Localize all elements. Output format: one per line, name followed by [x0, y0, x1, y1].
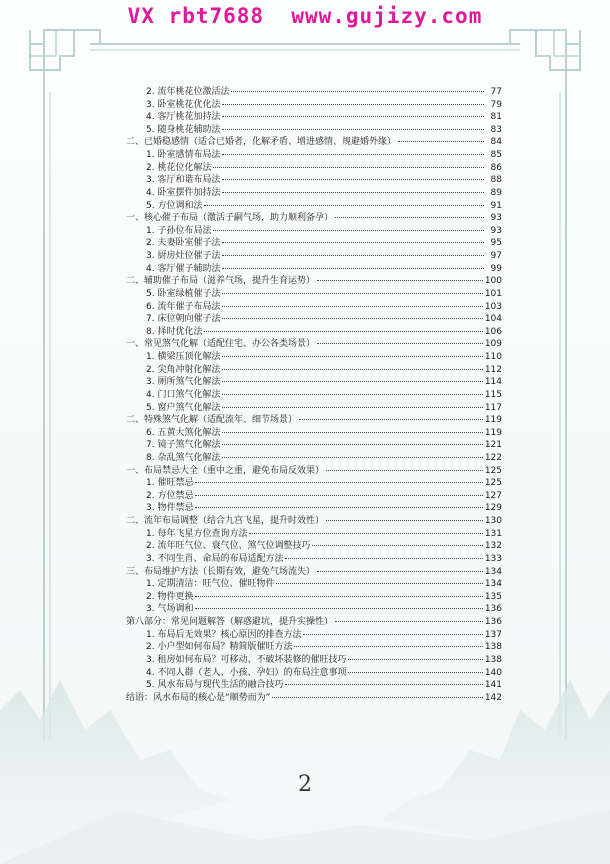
toc-entry-page: 114	[484, 377, 502, 388]
dot-leader	[285, 558, 482, 559]
toc-entry-page: 77	[490, 87, 502, 97]
toc-entry-page: 121	[484, 440, 502, 451]
dot-leader	[299, 419, 483, 420]
toc-entry-title: 8. 择时优化法	[146, 326, 203, 337]
toc-entry-title: 1. 子孙位布局法	[146, 225, 212, 236]
toc-entry-title: 一、布局禁忌大全（重中之重，避免布局反效果）	[126, 465, 325, 476]
toc-entry-page: 79	[490, 99, 502, 110]
toc-entry[interactable]	[126, 465, 502, 477]
toc-entry[interactable]	[146, 86, 502, 98]
toc-entry-title: 3. 卧室桃花优化法	[146, 99, 221, 110]
toc-entry-page: 133	[484, 553, 502, 564]
dot-leader	[317, 571, 483, 572]
toc-entry-page: 130	[484, 516, 502, 527]
toc-entry-page: 135	[484, 591, 502, 602]
toc-entry[interactable]	[126, 338, 502, 350]
toc-entry[interactable]	[146, 439, 502, 451]
dot-leader	[317, 343, 483, 344]
toc-entry-title: 4. 卧室摆件加持法	[146, 187, 221, 198]
toc-entry-page: 112	[484, 364, 502, 375]
toc-entry[interactable]	[146, 667, 502, 679]
toc-entry-page: 109	[484, 339, 502, 350]
toc-entry[interactable]	[126, 566, 502, 578]
dot-leader	[222, 369, 482, 370]
dot-leader	[222, 242, 484, 243]
toc-entry-title: 1. 定期清洁：旺气位、催旺物件	[146, 579, 275, 590]
toc-entry-title: 2. 小户型如何布局？精简版催旺方法	[146, 642, 293, 653]
toc-entry-title: 1. 催旺禁忌	[146, 478, 194, 489]
toc-entry-title: 一、核心催子布局（激活子嗣气场，助力顺利备孕）	[126, 213, 334, 224]
toc-entry[interactable]	[146, 326, 502, 338]
toc-entry[interactable]	[146, 578, 502, 590]
toc-entry[interactable]	[126, 414, 502, 426]
toc-entry-title: 4. 不同人群（老人、小孩、孕妇）的布局注意事项	[146, 667, 347, 678]
dot-leader	[312, 545, 482, 546]
toc-entry-title: 2. 桃花位化解法	[146, 162, 212, 173]
dot-leader	[222, 255, 484, 256]
toc-entry[interactable]	[126, 136, 502, 148]
dot-leader	[195, 507, 482, 508]
watermark-text: VX rbt7688 www.gujizy.com	[127, 4, 483, 28]
toc-entry-title: 8. 杂乱煞气化解法	[146, 452, 221, 463]
toc-entry-title: 6. 流年催子布局法	[146, 301, 221, 312]
toc-entry-page: 117	[484, 402, 502, 413]
toc-entry-page: 86	[490, 162, 502, 173]
toc-entry[interactable]	[146, 174, 502, 186]
toc-entry-title: 6. 五黄大煞化解法	[146, 427, 221, 438]
dot-leader	[195, 495, 482, 496]
toc-entry[interactable]	[146, 402, 502, 414]
toc-entry-page: 97	[490, 251, 502, 262]
toc-entry[interactable]	[146, 237, 502, 249]
toc-entry[interactable]	[146, 162, 502, 174]
toc-entry-title: 一、常见煞气化解（适配住宅、办公各类场景）	[126, 339, 316, 350]
toc-entry-page: 122	[484, 452, 502, 463]
dot-leader	[222, 318, 482, 319]
toc-entry[interactable]	[146, 641, 502, 653]
dot-leader	[222, 129, 484, 130]
dot-leader	[398, 141, 484, 142]
toc-entry-title: 4. 门口煞气化解法	[146, 389, 221, 400]
toc-entry[interactable]	[146, 301, 502, 313]
dot-leader	[213, 167, 484, 168]
toc-entry-page: 129	[484, 503, 502, 514]
toc-entry-page: 85	[490, 150, 502, 161]
toc-entry-page: 84	[490, 137, 502, 148]
toc-entry-title: 3. 不同生肖、命局的布局适配方法	[146, 553, 284, 564]
toc-entry-page: 101	[484, 288, 502, 299]
toc-entry[interactable]	[146, 250, 502, 262]
dot-leader	[326, 520, 483, 521]
dot-leader	[222, 381, 482, 382]
toc-entry-title: 2. 夫妻卧室催子法	[146, 238, 221, 249]
toc-entry[interactable]	[146, 187, 502, 199]
toc-entry-page: 110	[484, 352, 502, 363]
dot-leader	[276, 583, 482, 584]
toc-entry-page: 88	[490, 175, 502, 186]
toc-entry-page: 127	[484, 490, 502, 501]
toc-entry-title: 3. 厨房灶位催子法	[146, 251, 221, 262]
toc-entry-page: 138	[484, 642, 502, 653]
toc-entry[interactable]	[146, 364, 502, 376]
toc-entry-page: 125	[484, 478, 502, 489]
toc-entry-page: 104	[484, 314, 502, 325]
toc-entry-title: 4. 客厅桃花加持法	[146, 112, 221, 123]
dot-leader	[348, 659, 482, 660]
toc-entry-page: 93	[490, 213, 502, 224]
dot-leader	[222, 432, 482, 433]
toc-entry-page: 103	[484, 301, 502, 312]
toc-entry[interactable]	[146, 389, 502, 401]
dot-leader	[195, 596, 482, 597]
dot-leader	[222, 407, 482, 408]
dot-leader	[222, 116, 484, 117]
toc-entry[interactable]	[146, 679, 502, 691]
toc-entry-page: 93	[490, 225, 502, 236]
toc-entry-title: 5. 窗户煞气化解法	[146, 402, 221, 413]
toc-entry[interactable]	[146, 124, 502, 136]
toc-entry-page: 106	[484, 326, 502, 337]
toc-entry[interactable]	[126, 212, 502, 224]
dot-leader	[326, 470, 483, 471]
toc-entry[interactable]	[146, 452, 502, 464]
toc-entry-title: 1. 卧室感情布局法	[146, 150, 221, 161]
toc-entry-title: 1. 每年飞星方位查询方法	[146, 528, 248, 539]
toc-entry-title: 5. 方位调和法	[146, 200, 203, 211]
toc-entry[interactable]	[146, 111, 502, 123]
toc-entry[interactable]	[146, 313, 502, 325]
dot-leader	[249, 533, 482, 534]
toc-entry-page: 95	[490, 238, 502, 249]
toc-entry-title: 三、布局维护方法（长期有效，避免气场流失）	[126, 566, 316, 577]
toc-entry-title: 1. 布局后无效果？核心原因的排查方法	[146, 629, 302, 640]
dot-leader	[231, 91, 484, 92]
toc-entry-page: 115	[484, 389, 502, 400]
toc-entry-title: 3. 客厅和谐布局法	[146, 175, 221, 186]
toc-entry-title: 2. 尖角冲射化解法	[146, 364, 221, 375]
toc-entry-page: 142	[484, 692, 502, 703]
page-number: 2	[298, 772, 312, 797]
toc-entry-page: 89	[490, 187, 502, 198]
toc-entry[interactable]	[126, 515, 502, 527]
toc-entry-title: 二、特殊煞气化解（适配流年、细节场景）	[126, 415, 298, 426]
dot-leader	[348, 672, 482, 673]
toc-entry-page: 99	[490, 263, 502, 274]
toc-entry[interactable]	[126, 275, 502, 287]
toc-entry-title: 2. 流年桃花位激活法	[146, 87, 230, 97]
toc-entry[interactable]	[146, 427, 502, 439]
toc-entry-title: 5. 卧室绿植催子法	[146, 288, 221, 299]
toc-entry-title: 二、已婚稳感情（适合已婚者，化解矛盾、增进感情、规避婚外缘）	[126, 137, 397, 148]
dot-leader	[222, 394, 482, 395]
toc-entry[interactable]	[146, 351, 502, 363]
toc-entry-title: 2. 方位禁忌	[146, 490, 194, 501]
dot-leader	[213, 230, 484, 231]
toc-entry[interactable]	[146, 540, 502, 552]
dot-leader	[222, 154, 484, 155]
toc-entry[interactable]	[146, 654, 502, 666]
toc-entry[interactable]	[126, 616, 502, 628]
dot-leader	[294, 646, 482, 647]
toc-entry-page: 125	[484, 465, 502, 476]
toc-entry[interactable]	[146, 629, 502, 641]
dot-leader	[204, 331, 482, 332]
toc-entry-title: 2. 物件更换	[146, 591, 194, 602]
dot-leader	[222, 293, 482, 294]
toc-entry[interactable]	[146, 603, 502, 615]
toc-entry-page: 134	[484, 566, 502, 577]
dot-leader	[195, 608, 482, 609]
toc-entry[interactable]	[146, 288, 502, 300]
toc-entry-title: 3. 物件禁忌	[146, 503, 194, 514]
dot-leader	[222, 457, 482, 458]
toc-entry-page: 141	[484, 680, 502, 691]
toc-entry-page: 131	[484, 528, 502, 539]
dot-leader	[195, 482, 482, 483]
toc-entry-page: 138	[484, 654, 502, 665]
toc-entry-page: 136	[484, 604, 502, 615]
toc-entry-page: 119	[484, 415, 502, 426]
dot-leader	[222, 356, 482, 357]
toc-entry-title: 3. 厕所煞气化解法	[146, 377, 221, 388]
toc-entry-page: 137	[484, 629, 502, 640]
dot-leader	[317, 280, 483, 281]
toc-entry[interactable]	[146, 553, 502, 565]
toc-entry[interactable]	[146, 149, 502, 161]
toc-entry-page: 83	[490, 124, 502, 135]
toc-entry[interactable]	[126, 692, 502, 704]
toc-entry-page: 81	[490, 112, 502, 123]
dot-leader	[222, 192, 484, 193]
toc-entry-title: 7. 床位朝向催子法	[146, 314, 221, 325]
dot-leader	[222, 179, 484, 180]
dot-leader	[222, 444, 482, 445]
dot-leader	[335, 621, 483, 622]
dot-leader	[204, 205, 484, 206]
toc-entry-page: 100	[484, 276, 502, 287]
toc-entry-title: 结语：风水布局的核心是“顺势而为”	[126, 692, 271, 703]
dot-leader	[303, 634, 482, 635]
toc-entry-title: 2. 流年旺气位、衰气位、煞气位调整技巧	[146, 541, 311, 552]
toc-entry[interactable]	[146, 99, 502, 111]
toc-entry[interactable]	[146, 528, 502, 540]
toc-entry-title: 5. 风水布局与现代生活的融合技巧	[146, 680, 284, 691]
toc-entry[interactable]	[146, 502, 502, 514]
dot-leader	[335, 217, 484, 218]
toc-entry[interactable]	[146, 263, 502, 275]
toc-entry-title: 7. 镜子煞气化解法	[146, 440, 221, 451]
toc-entry-title: 3. 租房如何布局？可移动、不破坏装修的催旺技巧	[146, 654, 347, 665]
toc-entry-title: 1. 横梁压顶化解法	[146, 352, 221, 363]
dot-leader	[285, 684, 482, 685]
toc-entry-title: 3. 气场调和	[146, 604, 194, 615]
toc-entry-title: 5. 随身桃花辅助法	[146, 124, 221, 135]
toc-entry-page: 136	[484, 617, 502, 628]
toc-entry-title: 二、辅助催子布局（滋养气场，提升生育运势）	[126, 276, 316, 287]
dot-leader	[272, 697, 482, 698]
toc-entry-page: 140	[484, 667, 502, 678]
toc-entry-page: 119	[484, 427, 502, 438]
toc-entry-page: 132	[484, 541, 502, 552]
toc-entry-title: 第八部分：常见问题解答（解惑避坑，提升实操性）	[126, 617, 334, 628]
toc-entry[interactable]	[146, 376, 502, 388]
dot-leader	[222, 268, 484, 269]
toc-entry-title: 4. 客厅催子辅助法	[146, 263, 221, 274]
toc-entry[interactable]	[146, 477, 502, 489]
toc-entry[interactable]	[146, 225, 502, 237]
toc-entry-page: 134	[484, 579, 502, 590]
dot-leader	[222, 306, 482, 307]
toc-entry-page: 91	[490, 200, 502, 211]
toc-entry-title: 二、流年布局调整（结合九宫飞星，提升时效性）	[126, 516, 325, 527]
dot-leader	[222, 104, 484, 105]
toc-entry[interactable]	[146, 591, 502, 603]
toc-entry[interactable]	[146, 490, 502, 502]
toc-entry[interactable]	[146, 200, 502, 212]
